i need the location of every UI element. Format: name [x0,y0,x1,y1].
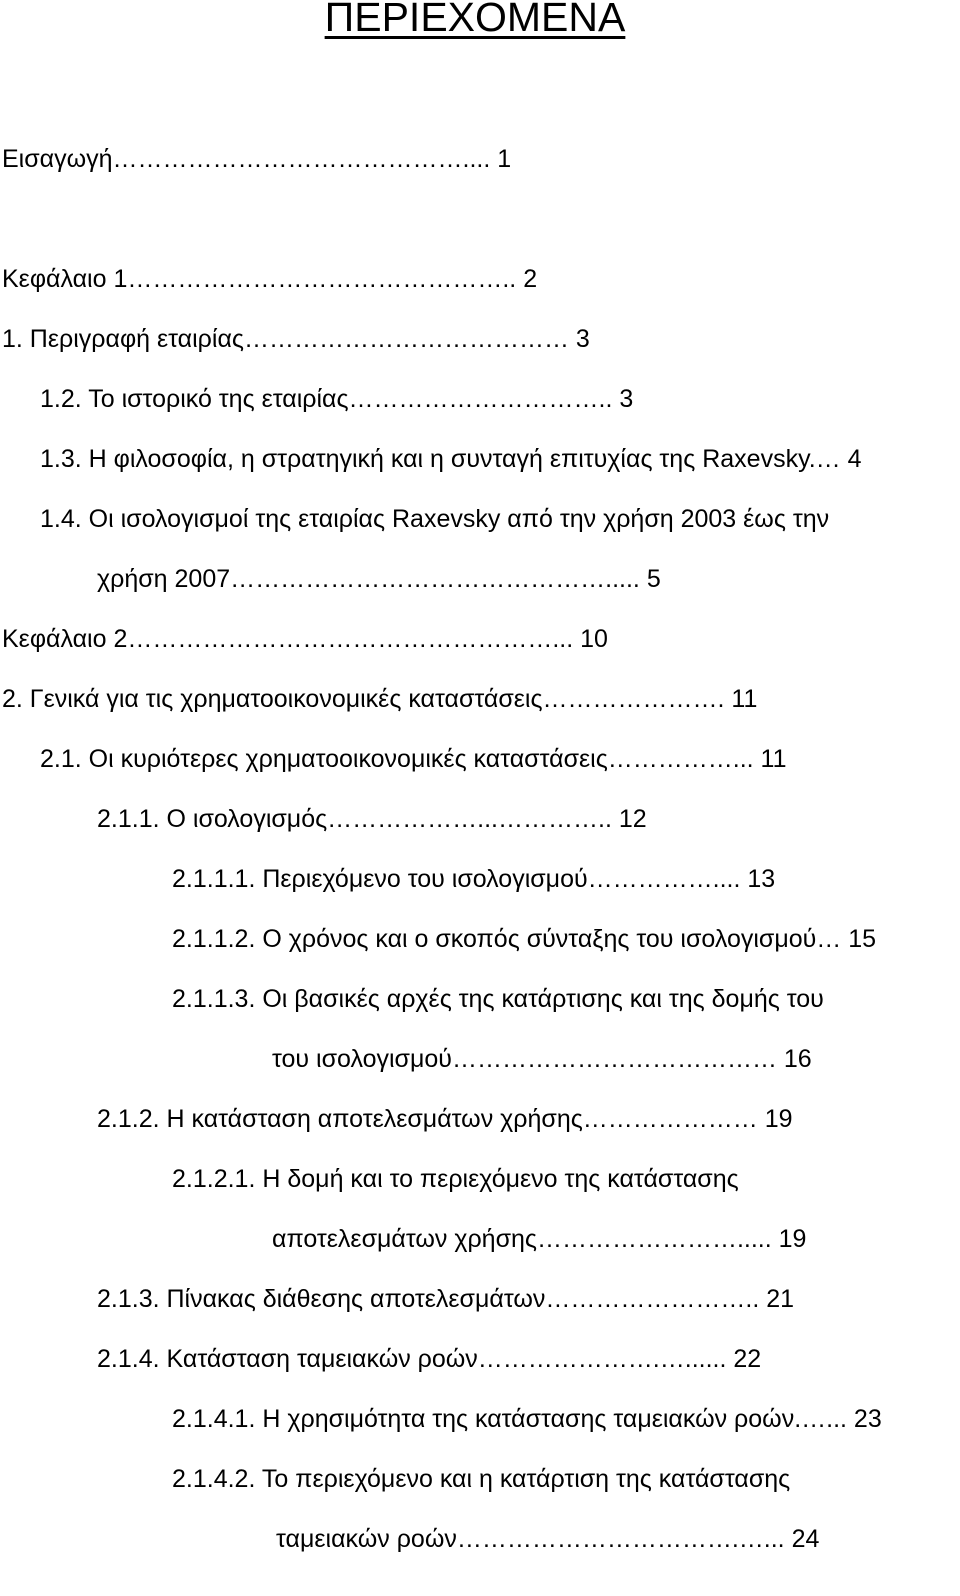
toc-entry-2-1-2-1[interactable]: 2.1.2.1. Η δομή και το περιεχόμενο της κατάστασης [172,1165,739,1193]
page-title-text: ΠΕΡΙΕΧΟΜΕΝΑ [324,0,626,40]
toc-entry-2-1-1-1[interactable]: 2.1.1.1. Περιεχόμενο του ισολογισμού…………….... 13 [172,865,776,893]
toc-entry-2-1-1[interactable]: 2.1.1. Ο ισολογισμός………………...………….. 12 [97,805,647,833]
toc-entry-2-1-4-2[interactable]: 2.1.4.2. Το περιεχόμενο και η κατάρτιση της κατάστασης [172,1465,791,1493]
toc-entry-2-1-1-2[interactable]: 2.1.1.2. Ο χρόνος και ο σκοπός σύνταξης του ισολογισμού… 15 [172,925,877,953]
toc-entry-chapter-1[interactable]: Κεφάλαιο 1……………………………………….. 2 [2,265,538,293]
toc-entry-1-4[interactable]: 1.4. Οι ισολογισμοί της εταιρίας Raxevsky από την χρήση 2003 έως την [40,505,830,533]
toc-entry-1[interactable]: 1. Περιγραφή εταιρίας………………………………… 3 [2,325,590,353]
toc-entry-2[interactable]: 2. Γενικά για τις χρηματοοικονομικές καταστάσεις…………………. 11 [2,685,758,713]
toc-entry-2-1-4-1[interactable]: 2.1.4.1. Η χρησιμότητα της κατάστασης ταμειακών ροών.…... 23 [172,1405,882,1433]
toc-entry-2-1-2[interactable]: 2.1.2. Η κατάσταση αποτελεσμάτων χρήσης………………… 19 [97,1105,793,1133]
toc-entry-2-1-3[interactable]: 2.1.3. Πίνακας διάθεσης αποτελεσμάτων…………………….. 21 [97,1285,795,1313]
page-title [0,0,950,42]
toc-entry-1-2[interactable]: 1.2. Το ιστορικό της εταιρίας………………………….. 3 [40,385,634,413]
toc-entry-2-1-1-3-cont[interactable]: του ισολογισμού………………………………… 16 [272,1045,812,1073]
toc-entry-chapter-2[interactable]: Κεφάλαιο 2……………………………………………... 10 [2,625,608,653]
toc-entry-2-1-4-2-cont[interactable]: ταμειακών ροών…………………………….…... 24 [276,1525,820,1553]
toc-entry-2-1-2-1-cont[interactable]: αποτελεσμάτων χρήσης……………………..... 19 [272,1225,807,1253]
toc-entry-2-1[interactable]: 2.1. Οι κυριότερες χρηματοοικονομικές καταστάσεις……………... 11 [40,745,787,773]
toc-entry-1-4-cont[interactable]: χρήση 2007………………………………………..... 5 [97,565,661,593]
toc-entry-2-1-1-3[interactable]: 2.1.1.3. Οι βασικές αρχές της κατάρτισης και της δομής του [172,985,824,1013]
toc-entry-2-1-4[interactable]: 2.1.4. Κατάσταση ταμειακών ροών………………….…...... 22 [97,1345,762,1373]
toc-entry-introduction[interactable]: Εισαγωγή…………………………………….... 1 [2,145,512,173]
toc-entry-1-3[interactable]: 1.3. Η φιλοσοφία, η στρατηγική και η συνταγή επιτυχίας της Raxevsky.… 4 [40,445,862,473]
